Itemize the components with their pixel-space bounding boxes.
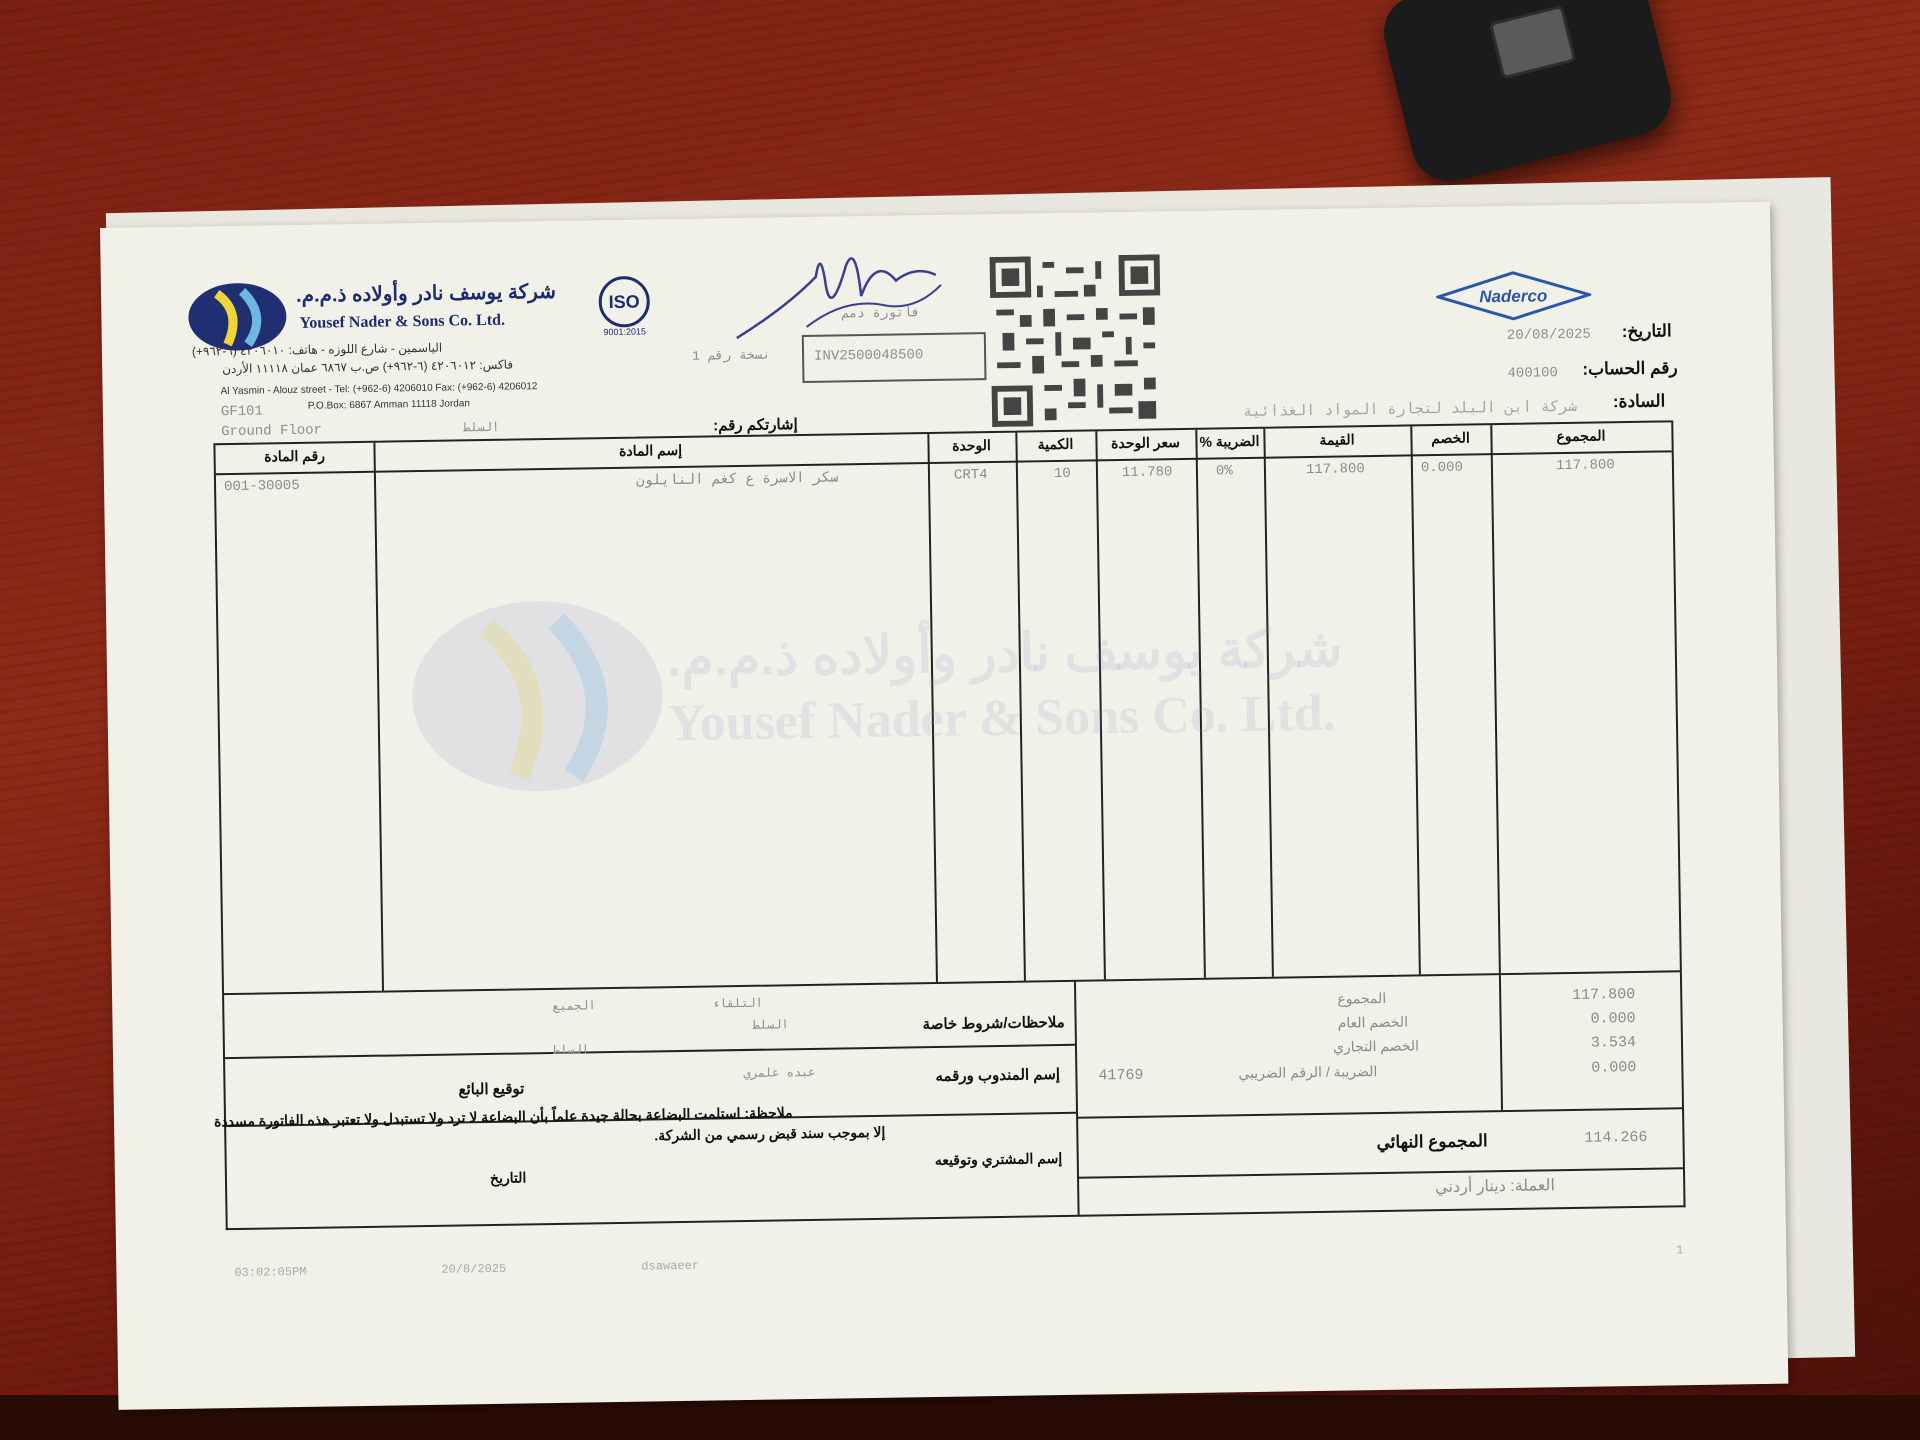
cell-item-name: سكر الاسرة ع كغم النايلون	[635, 470, 839, 490]
copy-label: نسخة رقم 1	[691, 347, 771, 364]
invoice-type-faint: فاتورة دمم	[841, 305, 920, 322]
account-label: رقم الحساب:	[1582, 358, 1678, 379]
watermark-name-en: Yousef Nader & Sons Co. Ltd.	[667, 684, 1337, 753]
notes-faint-2: الجميع	[552, 999, 596, 1014]
grand-total-value: 114.266	[1584, 1128, 1648, 1147]
buyer-label: إسم المشتري وتوقيعه	[934, 1150, 1063, 1169]
invoice-paper	[100, 202, 1788, 1410]
tax-number: 41769	[1098, 1066, 1144, 1085]
col-item-no: رقم المادة	[264, 447, 326, 465]
branch-code: GF101	[220, 403, 264, 421]
address-ar-line-1: الياسمين - شارع اللوزه - هاتف: ٤٢٠٦٠١٠ (٦-٩٦٢+)	[191, 340, 443, 359]
col-unit-price: سعر الوحدة	[1110, 434, 1181, 452]
iso-badge-icon	[593, 274, 656, 337]
customer-name: شركة ابن البلد لتجارة المواد الغذائية	[1242, 398, 1578, 422]
reference-label: إشارتكم رقم:	[713, 416, 798, 435]
cell-total: 117.800	[1555, 457, 1615, 475]
page-number: 1	[1676, 1243, 1684, 1258]
iso-year: 9001:2015	[603, 326, 647, 338]
cell-qty: 10	[1053, 465, 1071, 483]
total-value-3: 3.534	[1590, 1033, 1637, 1052]
qr-code	[986, 254, 1167, 427]
date-label: التاريخ:	[1621, 321, 1672, 342]
watermark-logo-icon	[406, 594, 669, 798]
invoice-number: INV2500048500	[813, 347, 924, 365]
cell-unit: CRT4	[953, 467, 988, 484]
col-item-name: إسم المادة	[618, 441, 683, 459]
customer-label: السادة:	[1612, 391, 1666, 412]
total-label-1: المجموع	[1337, 989, 1387, 1007]
account-number: 400100	[1507, 365, 1559, 382]
receipt-note-line-1: ملاحظة: استلمت البضاعة بحالة جيدة علماً بأن البضاعة لا ترد ولا تستبدل ولا تعتبر هذه الفاتورة مسددة	[213, 1104, 793, 1130]
col-tax: الضريبة %	[1199, 432, 1260, 450]
company-name-ar: شركة يوسف نادر وأولاده ذ.م.م.	[295, 280, 557, 307]
branch-floor: Ground Floor	[221, 422, 323, 441]
total-label-3: الخصم التجاري	[1332, 1037, 1420, 1055]
cell-item-no: 001-30005	[223, 477, 300, 496]
currency-label: العملة: دينار أردني	[1435, 1177, 1555, 1197]
cell-value: 117.800	[1305, 461, 1365, 479]
print-time: 03:02:05PM	[234, 1264, 307, 1281]
invoice-number-box	[802, 332, 987, 383]
grand-total-label: المجموع النهائي	[1376, 1131, 1488, 1153]
watermark-name-ar: شركة يوسف نادر وأولاده ذ.م.م.	[666, 619, 1343, 689]
notes-faint-3: السلط	[752, 1018, 789, 1033]
branch-city: السلط	[463, 420, 500, 436]
col-qty: الكمية	[1037, 435, 1074, 453]
company-name-en: Yousef Nader & Sons Co. Ltd.	[299, 311, 506, 332]
naderco-text: Naderco	[1479, 286, 1548, 307]
col-unit: الوحدة	[952, 437, 992, 454]
cell-unit-price: 11.780	[1121, 464, 1173, 481]
buyer-date-label: التاريخ	[489, 1169, 527, 1186]
invoice-date: 20/08/2025	[1506, 326, 1591, 344]
rep-label: إسم المندوب ورقمه	[935, 1066, 1061, 1085]
iso-text: ISO	[608, 291, 640, 313]
address-en-line-2: P.O.Box: 6867 Amman 11118 Jordan	[307, 398, 471, 412]
rep-name: عبده علمري	[743, 1065, 816, 1081]
address-en-line-1: Al Yasmin - Alouz street - Tel: (+962-6) 4206010 Fax: (+962-6) 4206012	[220, 381, 538, 398]
seller-signature-label: توقيع البائع	[458, 1080, 525, 1099]
total-label-4: الضريبة / الرقم الضريبي	[1238, 1063, 1378, 1082]
cell-tax: 0%	[1215, 463, 1233, 480]
print-date: 20/8/2025	[441, 1261, 507, 1277]
print-user: dsawaeer	[641, 1258, 700, 1274]
receipt-note-line-2: إلا بموجب سند قبض رسمي من الشركة.	[654, 1123, 886, 1144]
naderco-logo-icon	[1436, 270, 1592, 322]
col-discount: الخصم	[1431, 429, 1470, 447]
notes-label: ملاحظات/شروط خاصة	[922, 1013, 1065, 1034]
total-label-2: الخصم العام	[1337, 1013, 1409, 1031]
total-value-2: 0.000	[1590, 1009, 1636, 1028]
cell-discount: 0.000	[1420, 459, 1464, 477]
total-value-1: 117.800	[1572, 985, 1636, 1004]
notes-faint-1: التلقاء	[712, 996, 763, 1012]
notes-faint-4: السلط	[552, 1043, 590, 1058]
col-total: المجموع	[1556, 427, 1606, 445]
address-ar-line-2: فاكس: ٤٢٠٦٠١٢ (٦-٩٦٢+) ص.ب ٦٨٦٧ عمان ١١١١٨ الأردن	[222, 357, 514, 377]
total-value-4: 0.000	[1591, 1058, 1637, 1077]
col-value: القيمة	[1319, 431, 1355, 448]
